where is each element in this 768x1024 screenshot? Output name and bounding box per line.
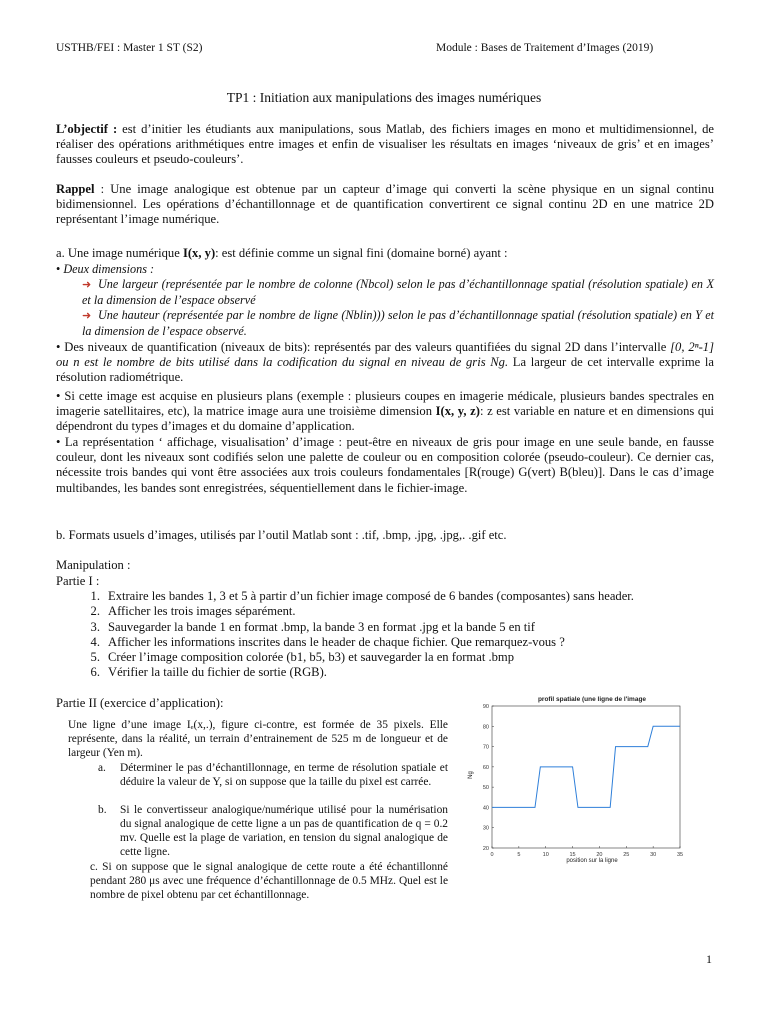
quantification-pre: • Des niveaux de quantification (niveaux de bits): représentés par des valeurs quantifiées du signal 2D dans l’intervalle: [56, 340, 671, 354]
section-a-intro-pre: a. Une image numérique: [56, 246, 183, 260]
plans-post: : z est variable en nature et en dimensions qui dépendront du types d’images et du domaine d’application.: [56, 404, 714, 434]
list-text: Afficher les informations inscrites dans le header de chaque fichier. Que remarquez-vous ?: [108, 634, 565, 649]
x-tick-label: 30: [650, 852, 657, 858]
y-tick-label: 80: [482, 724, 489, 731]
list-text: Sauvegarder la bande 1 en format .bmp, la bande 3 en format .jpg et la bande 5 en tif: [108, 619, 535, 634]
y-tick-label: 20: [482, 846, 489, 852]
quantification-paragraph: [56, 340, 714, 386]
list-text: Vérifier la taille du fichier de sortie (RGB).: [108, 665, 327, 680]
partie2-item-c: c. Si on suppose que le signal analogique de cette route a été échantillonné pendant 280 μs avec une fréquence d’échantillonnage de 0.5 MHz. Quel est le nombre de pixel obtenu par cet échantillonnage.: [90, 861, 448, 902]
list-item: [56, 620, 716, 635]
x-tick-label: 25: [623, 852, 630, 858]
page-title: TP1 : Initiation aux manipulations des images numériques: [226, 90, 542, 105]
partie2-item-a: Déterminer le pas d’échantillonnage, en terme de résolution spatiale et déduire la valeur de Y, si on suppose que la taille du pixel est carrée.: [120, 762, 448, 789]
objectif-text: est d’initier les étudiants aux manipulations, sous Matlab, des fichiers images en mono et multidimensionnel, de réaliser des opérations arithmétiques entre images et enfin de visualiser les résultats en images ‘niveaux de gris’ et en images’ fausses couleurs et pseudo-couleurs’.: [56, 122, 714, 167]
x-tick-label: 5: [517, 852, 521, 858]
dimensions-label-text: Deux dimensions :: [63, 262, 155, 276]
list-number: 2.: [90, 604, 100, 619]
dimension-height: [82, 308, 714, 339]
list-item: [56, 665, 716, 680]
partie2-title: Partie II (exercice d’application):: [56, 696, 224, 710]
x-tick-label: 10: [542, 852, 549, 858]
list-text: Afficher les trois images séparément.: [108, 604, 296, 619]
y-tick-label: 70: [482, 744, 489, 751]
list-number: 5.: [90, 650, 100, 665]
list-text: Créer l’image composition colorée (b1, b5, b3) et sauvegarder la en format .bmp: [108, 650, 515, 665]
plans-bold: I(x, y, z): [435, 404, 480, 419]
section-a-intro-post: : est définie comme un signal fini (domaine borné) ayant :: [215, 246, 508, 260]
chart-ylabel: Ng: [468, 771, 474, 779]
list-item: [56, 589, 716, 604]
list-text: Extraire les bandes 1, 3 et 5 à partir d’un fichier image composé de 6 bandes (composantes) sans header.: [108, 589, 634, 603]
partie2-item-a-label: a.: [98, 762, 106, 774]
list-item: [56, 635, 716, 650]
list-number: 4.: [90, 634, 100, 649]
dimension-height-text: Une hauteur (représentée par le nombre de ligne (Nblin))) selon le pas d’échantillonnage spatial (résolution spatiale) en Y et la dimension de l’espace observé.: [82, 308, 714, 338]
dimension-width: [82, 277, 714, 308]
quantification-italic: [0, 2ⁿ-1] ou n est le nombre de bits utilisé dans la codification du signal en niveau de gris Ng.: [56, 340, 714, 370]
partie1-title: Partie I :: [56, 574, 100, 588]
list-number: 3.: [90, 619, 100, 634]
section-a-intro: [56, 246, 714, 261]
header-right: Module : Bases de Traitement d’Images (2019): [436, 42, 654, 54]
y-tick-label: 50: [482, 785, 489, 792]
x-tick-label: 0: [490, 852, 494, 858]
spatial-profile-chart: [462, 690, 692, 870]
list-number: 1.: [90, 589, 100, 603]
y-tick-label: 30: [482, 825, 489, 832]
page-number: 1: [706, 952, 712, 966]
y-tick-label: 60: [482, 764, 489, 771]
objectif-label: L’objectif :: [56, 122, 118, 136]
rappel-paragraph: [56, 182, 714, 228]
objectif-paragraph: [56, 122, 714, 168]
chart-plot-area: [492, 706, 680, 848]
arrow-bullet-icon: ➜: [82, 310, 92, 322]
x-tick-label: 20: [596, 852, 603, 858]
manipulation-title: Manipulation :: [56, 558, 131, 572]
list-number: 6.: [90, 665, 100, 680]
dimension-width-text: Une largeur (représentée par le nombre de colonne (Nbcol) selon le pas d’échantillonnage spatial (résolution spatiale) en X et la dimension de l’espace observé: [82, 277, 714, 307]
plans-paragraph: [56, 389, 714, 435]
y-tick-label: 90: [482, 704, 489, 710]
section-b: b. Formats usuels d’images, utilisés par l’outil Matlab sont : .tif, .bmp, .jpg, .jpg,. .gif etc.: [56, 528, 507, 542]
dimensions-label: • Deux dimensions :: [56, 262, 155, 276]
quantification-post: La largeur de cet intervalle exprime la résolution radiométrique.: [56, 355, 714, 385]
partie1-list: [56, 589, 716, 681]
section-a-intro-bold: I(x, y): [182, 246, 216, 260]
list-item: [56, 650, 716, 665]
list-item: [56, 604, 716, 619]
plans-pre: • Si cette image est acquise en plusieurs plans (exemple : plusieurs coupes en imagerie médicale, plusieurs bandes spectrales en imagerie satellitaires, etc), la matrice image aura une troisième dimension: [56, 389, 714, 419]
x-tick-label: 35: [676, 852, 684, 858]
partie2-intro: Une ligne d’une image Iₑ(x,.), figure ci-contre, est formée de 35 pixels. Elle représente, dans la réalité, un terrain d’entrainement de 525 m de longueur et de largeur (Yen m).: [68, 719, 448, 760]
chart-xlabel: position sur la ligne: [566, 858, 618, 864]
partie2-item-b: Si le convertisseur analogique/numérique utilisé pour la numérisation du signal analogique de cette ligne a un pas de quantification de q = 0.2 mv. Quelle est la plage de variation, en tension du signal analogique de cette ligne.: [120, 804, 448, 859]
chart-title: profil spatiale (une ligne de l'image: [537, 696, 647, 703]
partie2-item-b-label: b.: [98, 804, 107, 816]
header-left: USTHB/FEI : Master 1 ST (S2): [56, 42, 203, 54]
arrow-bullet-icon: ➜: [82, 279, 92, 291]
representation-paragraph: • La représentation ‘ affichage, visualisation’ d’image : peut-être en niveaux de gris pour image en une seule bande, en fausse couleur, dont les niveaux sont codifiés selon une palette de couleur ou en composition colorée (pseudo-couleur). Ce dernier cas, nécessite trois bandes qui vont être associées aux trois couleurs fondamentales [R(rouge) G(vert) B(bleu)]. Dans le cas d’image multibandes, les bandes sont enregistrées, séquentiellement dans le fichier-image.: [56, 435, 714, 495]
y-tick-label: 40: [482, 805, 489, 812]
rappel-label: Rappel: [56, 182, 95, 196]
rappel-text: : Une image analogique est obtenue par un capteur d’image qui converti la scène physique en un signal continu bidimensionnel. Les opérations d’échantillonnage et de quantification convertirent ce signal continu 2D en une matrice 2D représentant l’image numérique.: [56, 182, 714, 227]
x-tick-label: 15: [569, 852, 576, 858]
